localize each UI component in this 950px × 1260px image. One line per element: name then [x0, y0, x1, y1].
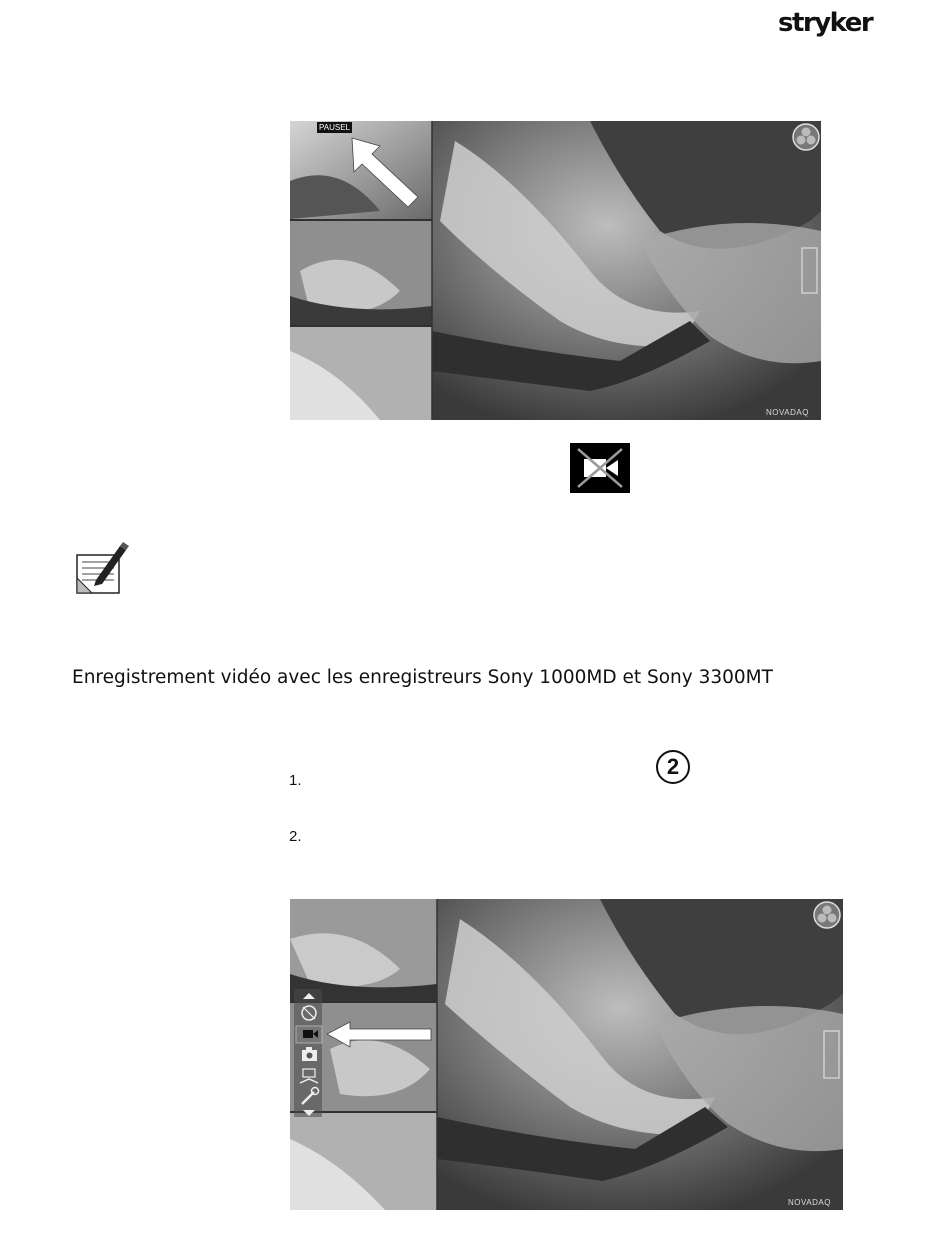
surgical-image: [290, 121, 821, 420]
endoscope-screen-paused: [290, 121, 821, 420]
camera-disabled-icon: [570, 443, 630, 493]
novadaq-watermark: NOVADAQ: [788, 1198, 831, 1207]
surgical-image: [290, 899, 843, 1210]
novadaq-watermark: NOVADAQ: [766, 408, 809, 417]
step-1-number: 1.: [289, 772, 302, 789]
recorder-icon: [793, 124, 819, 150]
record-icon[interactable]: [296, 1026, 322, 1043]
stryker-logo: stryker: [778, 8, 873, 38]
recorder-icon: [814, 902, 840, 928]
endoscope-screen-menu: [290, 899, 843, 1210]
paused-label: PAUSEL: [319, 123, 350, 132]
note-pencil-icon: [74, 540, 130, 601]
section-heading: Enregistrement vidéo avec les enregistreurs Sony 1000MD et Sony 3300MT: [72, 667, 773, 688]
callout-2: 2: [656, 750, 690, 784]
step-2-number: 2.: [289, 828, 302, 845]
